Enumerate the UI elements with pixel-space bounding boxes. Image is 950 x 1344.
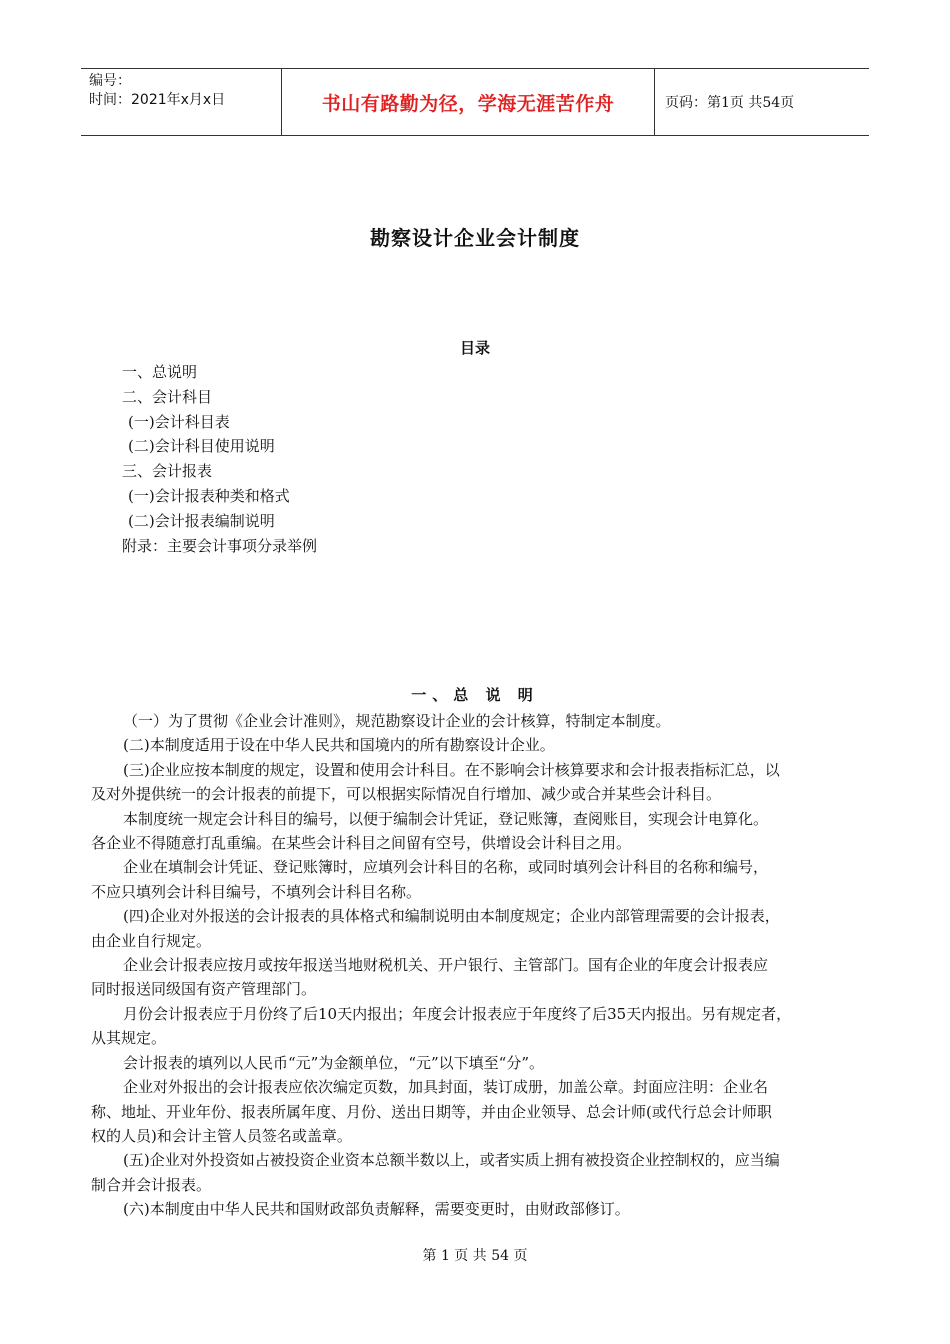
toc-item: (一)会计报表种类和格式: [128, 486, 290, 505]
body-line: 权的人员)和会计主管人员签名或盖章。: [91, 1126, 352, 1145]
section-body: [91, 709, 871, 1222]
header-motto-cell: [282, 69, 655, 135]
toc-item: 三、会计报表: [122, 462, 213, 481]
toc-item: 二、会计科目: [122, 387, 213, 406]
page-info: 页码：第1页 共54页: [665, 95, 795, 111]
time-label: 时间：2021年x月x日: [89, 92, 226, 108]
body-line: 称、地址、开业年份、报表所属年度、月份、送出日期等，并由企业领导、总会计师(或代行总会计师职: [91, 1102, 772, 1121]
body-line: (六)本制度由中华人民共和国财政部负责解释，需要变更时，由财政部修订。: [123, 1200, 630, 1219]
body-line: （一）为了贯彻《企业会计准则》，规范勘察设计企业的会计核算，特制定本制度。: [123, 712, 671, 730]
toc-item: (一)会计科目表: [128, 412, 230, 431]
number-label: 编号：: [89, 73, 131, 89]
body-line: 制合并会计报表。: [91, 1175, 212, 1194]
body-line: (三)企业应按本制度的规定，设置和使用会计科目。在不影响会计核算要求和会计报表指标汇总，以: [123, 760, 780, 779]
header-meta-cell: [81, 69, 282, 135]
toc-item: (二)会计科目使用说明: [128, 437, 275, 456]
header-page-cell: [655, 69, 869, 135]
body-line: 不应只填列会计科目编号，不填列会计科目名称。: [91, 882, 422, 901]
body-line: (五)企业对外投资如占被投资企业资本总额半数以上，或者实质上拥有被投资企业控制权的，应当编: [123, 1151, 780, 1170]
body-line: 从其规定。: [91, 1029, 167, 1048]
header-table: [81, 68, 869, 136]
body-line: 同时报送同级国有资产管理部门。: [91, 980, 317, 999]
document-title: 勘察设计企业会计制度: [370, 226, 580, 250]
table-of-contents: [122, 360, 317, 558]
body-line: 月份会计报表应于月份终了后10天内报出；年度会计报表应于年度终了后35天内报出。另有规定者，: [123, 1004, 792, 1023]
page-footer: 第 1 页 共 54 页: [422, 1248, 528, 1264]
toc-item: (二)会计报表编制说明: [128, 511, 275, 530]
body-line: 及对外提供统一的会计报表的前提下，可以根据实际情况自行增加、减少或合并某些会计科目。: [91, 785, 722, 804]
body-line: (二)本制度适用于设在中华人民共和国境内的所有勘察设计企业。: [123, 736, 555, 755]
body-line: 企业会计报表应按月或按年报送当地财税机关、开户银行、主管部门。国有企业的年度会计报表应: [123, 956, 769, 975]
motto-text: 书山有路勤为径，学海无涯苦作舟: [321, 92, 615, 115]
section-title: 一、总 说 明: [411, 686, 539, 704]
toc-title: 目录: [459, 339, 490, 357]
body-line: 企业对外报出的会计报表应依次编定页数，加具封面，装订成册，加盖公章。封面应注明：企业名: [123, 1078, 769, 1097]
body-line: 各企业不得随意打乱重编。在某些会计科目之间留有空号，供增设会计科目之用。: [91, 834, 632, 853]
toc-item: 附录：主要会计事项分录举例: [122, 536, 318, 555]
body-line: 由企业自行规定。: [91, 931, 212, 950]
body-line: 会计报表的填列以人民币“元”为金额单位，“元”以下填至“分”。: [123, 1053, 545, 1072]
body-line: 企业在填制会计凭证、登记账簿时，应填列会计科目的名称，或同时填列会计科目的名称和编号，: [123, 858, 769, 877]
toc-item: 一、总说明: [122, 363, 198, 381]
body-line: (四)企业对外报送的会计报表的具体格式和编制说明由本制度规定；企业内部管理需要的会计报表，: [123, 907, 780, 926]
body-line: 本制度统一规定会计科目的编号，以便于编制会计凭证，登记账簿，查阅账目，实现会计电算化。: [123, 809, 769, 828]
